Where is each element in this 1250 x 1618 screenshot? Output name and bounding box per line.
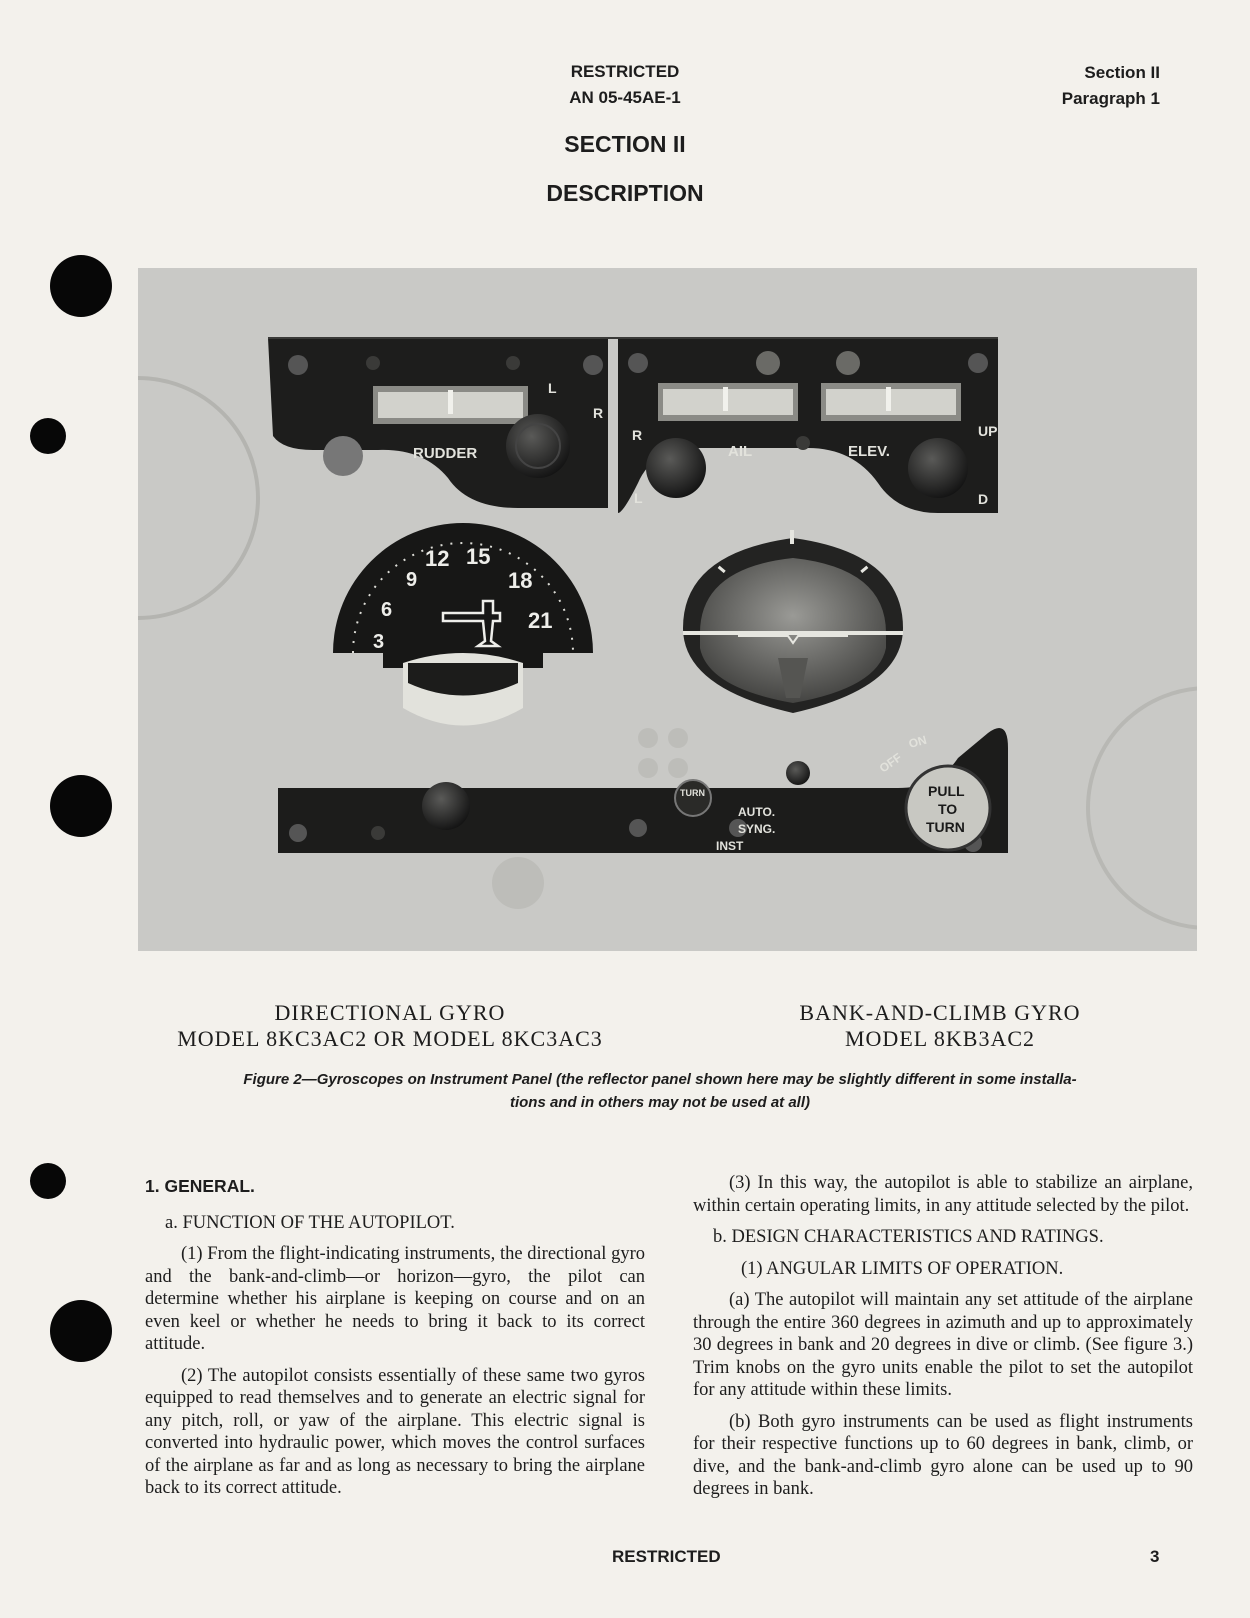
design-heading: b. DESIGN CHARACTERISTICS AND RATINGS. — [713, 1227, 1104, 1247]
caption-left-line1: DIRECTIONAL GYRO — [274, 1000, 506, 1025]
up-mark: UP — [978, 423, 998, 439]
paragraph-ref: Paragraph 1 — [1061, 89, 1160, 108]
rudder-label: RUDDER — [413, 445, 478, 462]
sync-label: SYNG. — [738, 822, 776, 836]
angular-limits-heading: (1) ANGULAR LIMITS OF OPERATION. — [741, 1258, 1064, 1279]
right-column — [693, 1172, 1193, 1510]
general-heading: 1. GENERAL. — [145, 1176, 255, 1196]
caption-right-line2: MODEL 8KB3AC2 — [844, 1026, 1036, 1051]
section-ref: Section II — [1084, 63, 1160, 82]
binder-hole — [30, 1163, 66, 1199]
dial-tick-21: 21 — [528, 608, 553, 633]
header-doc-number: AN 05-45AE-1 — [569, 88, 681, 107]
caption-directional-gyro — [150, 1000, 630, 1052]
turn-knob-label: TURN — [680, 788, 705, 798]
section-title: SECTION II — [564, 131, 686, 157]
elev-label: ELEV. — [848, 443, 890, 460]
caption-right-line1: BANK-AND-CLIMB GYRO — [799, 1000, 1081, 1025]
dial-tick-6: 6 — [381, 599, 393, 621]
section-subtitle: DESCRIPTION — [546, 180, 704, 206]
page-number: 3 — [1150, 1547, 1160, 1566]
dial-tick-3: 3 — [373, 631, 385, 653]
left-column — [145, 1175, 645, 1509]
binder-hole — [50, 775, 112, 837]
figure-caption — [160, 1068, 1160, 1114]
on-label: ON — [907, 732, 929, 751]
header-section-ref — [1062, 60, 1160, 112]
down-mark: D — [978, 491, 989, 507]
paragraph-3: (3) In this way, the autopilot is able to stabilize an airplane, within certain operating limits, in any attitude selected by the pilot. — [693, 1173, 1193, 1216]
right-mark: R — [593, 405, 604, 421]
figure-caption-line1: Figure 2—Gyroscopes on Instrument Panel (the reflector panel shown here may be slightly different in some installa- — [243, 1071, 1077, 1088]
instrument-panel-illustration — [138, 268, 1197, 951]
instrument-panel-photo — [138, 268, 1197, 951]
function-heading: a. FUNCTION OF THE AUTOPILOT. — [165, 1212, 455, 1233]
inst-label: INST — [716, 839, 744, 853]
paragraph-a: (a) The autopilot will maintain any set attitude of the airplane through the entire 360 degrees in azimuth and up to approximately 30 degrees in bank and 20 degrees in dive or climb. (See figure 3.) Trim knobs on the gyro units enable the pilot to set the autopilot for any attitude within these limits. — [693, 1290, 1193, 1400]
ail-label: AIL — [728, 443, 753, 460]
auto-label: AUTO. — [738, 805, 776, 819]
paragraph-2: (2) The autopilot consists essentially of these same two gyros equipped to read themselves and to generate an electric signal for any pitch, roll, or yaw of the airplane. This electric signal is converted into hydraulic power, which moves the control surfaces of the airplane as far and as long as necessary to bring the airplane back to its correct attitude. — [145, 1365, 645, 1498]
header-restricted: RESTRICTED — [570, 62, 680, 81]
caption-left-line2: MODEL 8KC3AC2 OR MODEL 8KC3AC3 — [177, 1026, 603, 1051]
off-label: OFF — [876, 750, 905, 776]
paragraph-b: (b) Both gyro instruments can be used as flight instruments for their respective functions up to 60 degrees in bank, climb, or dive, and the bank-and-climb gyro alone can be used up to 90 degrees in bank. — [693, 1411, 1193, 1499]
dial-tick-15: 15 — [466, 544, 491, 569]
left-mark: L — [548, 380, 557, 396]
figure-caption-line2: tions and in others may not be used at all) — [509, 1094, 811, 1111]
knob-to: TO — [938, 801, 958, 817]
dial-tick-12: 12 — [425, 546, 450, 571]
dial-tick-9: 9 — [406, 569, 418, 591]
binder-hole — [50, 1300, 112, 1362]
ail-right-mark: R — [632, 427, 643, 443]
binder-hole — [30, 418, 66, 454]
paragraph-1: (1) From the flight-indicating instruments, the directional gyro and the bank-and-climb—or horizon—gyro, the pilot can determine whether his airplane is keeping on course and on an even keel or whether he needs to bring it back to its correct attitude. — [145, 1244, 645, 1354]
dial-tick-18: 18 — [508, 568, 533, 593]
caption-bank-climb-gyro — [740, 1000, 1140, 1052]
footer-restricted: RESTRICTED — [612, 1547, 721, 1566]
ail-left-mark: L — [634, 490, 643, 506]
knob-pull: PULL — [928, 783, 965, 799]
knob-turn: TURN — [926, 819, 965, 835]
binder-hole — [50, 255, 112, 317]
